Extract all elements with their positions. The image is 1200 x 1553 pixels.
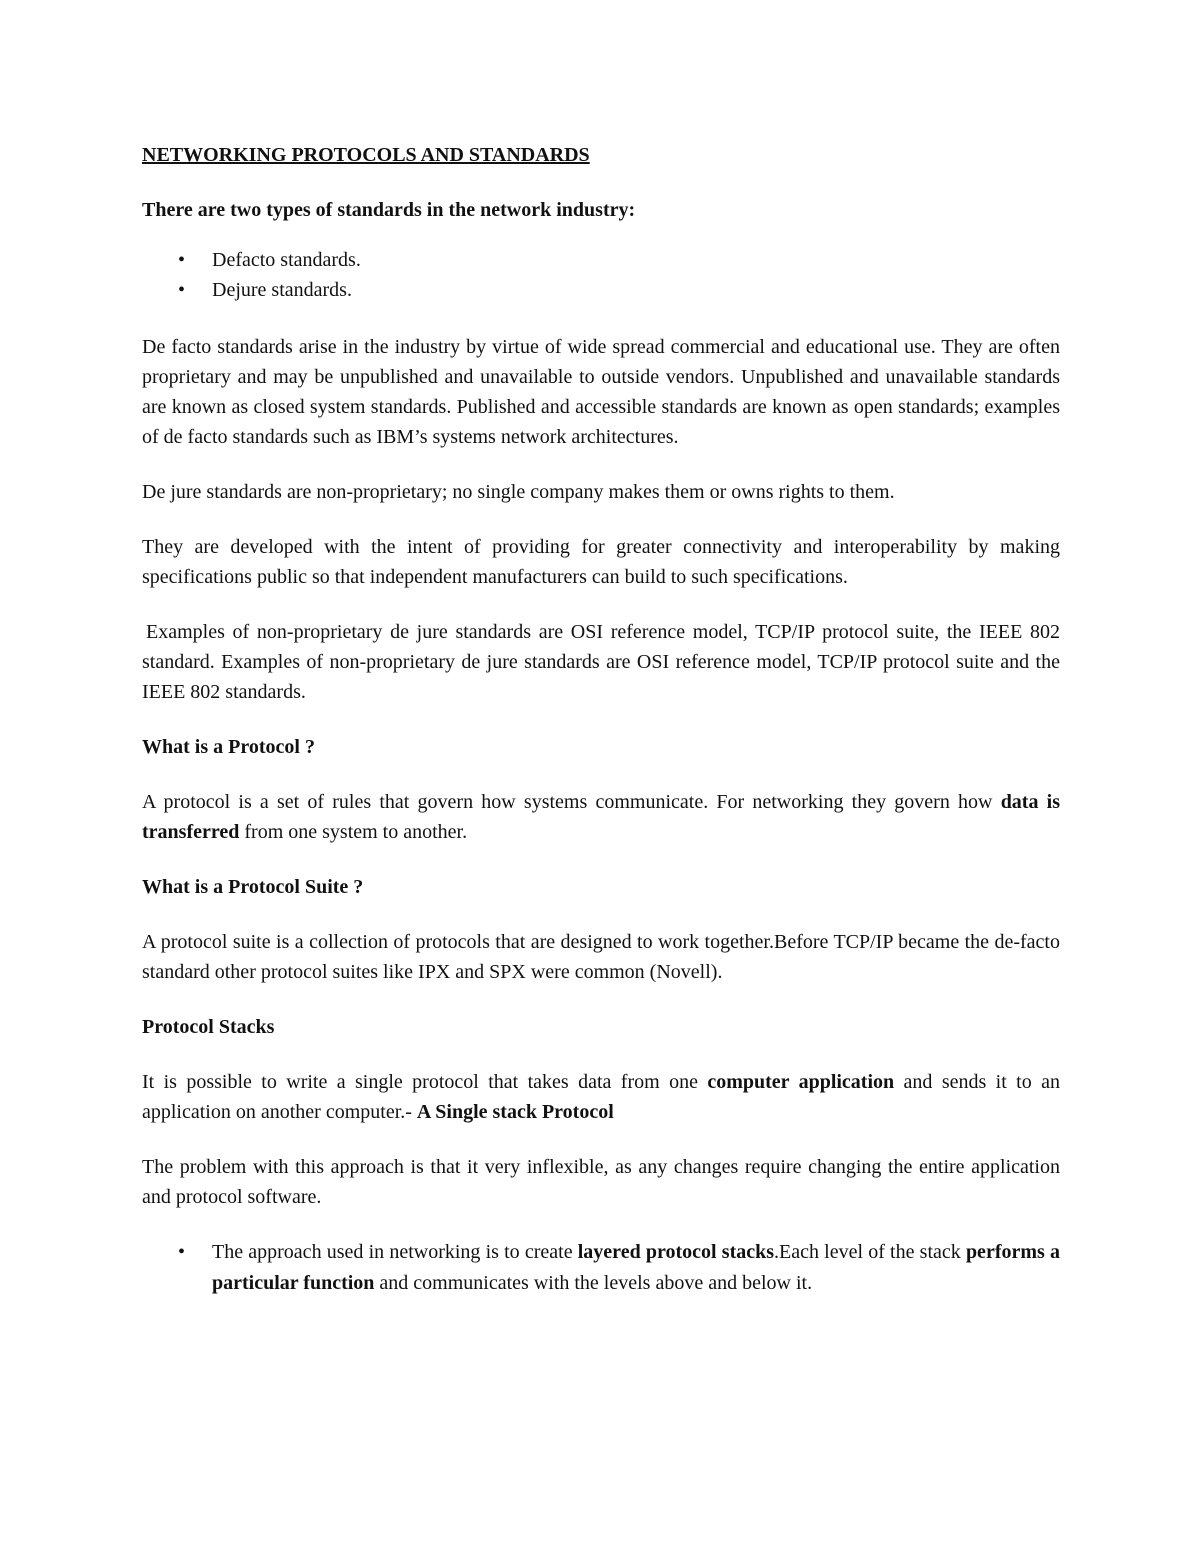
suite-paragraph: A protocol suite is a collection of protocols that are designed to work together.Before TCP/IP became the de-facto standard other protocol suites like IPX and SPX were common (Novell).	[142, 931, 1060, 983]
examples-paragraph: Examples of non-proprietary de jure standards are OSI reference model, TCP/IP protocol suite, the IEEE 802 standard. Examples of non-proprietary de jure standards are OSI reference model, TCP/IP protocol suite and the IEEE 802 standards.	[142, 621, 1060, 703]
protocol-heading: What is a Protocol ?	[142, 736, 315, 758]
approach-text-3: and communicates with the levels above and below it.	[374, 1272, 813, 1294]
stacks-text-1: It is possible to write a single protocol that takes data from one	[142, 1071, 708, 1093]
suite-heading: What is a Protocol Suite ?	[142, 876, 364, 898]
document-title: NETWORKING PROTOCOLS AND STANDARDS	[142, 144, 590, 166]
protocol-text-1: A protocol is a set of rules that govern how systems communicate. For networking they govern how	[142, 791, 1001, 813]
standard-types-list	[142, 245, 1060, 305]
standards-intro: There are two types of standards in the network industry:	[142, 199, 636, 221]
protocol-bold-text: data is transferred	[142, 791, 1061, 843]
protocol-paragraph	[142, 787, 1060, 847]
approach-text-1: The approach used in networking is to create	[212, 1241, 578, 1263]
stacks-text-2: and sends it to an application on another computer.-	[142, 1071, 1060, 1123]
approach-list	[142, 1237, 1060, 1299]
stacks-paragraph	[142, 1067, 1060, 1127]
document-body	[142, 140, 1060, 1324]
stacks-heading: Protocol Stacks	[142, 1016, 275, 1038]
dejure-paragraph: De jure standards are non-proprietary; no single company makes them or owns rights to them.	[142, 481, 895, 503]
approach-text-2: .Each level of the stack	[774, 1241, 966, 1263]
problem-paragraph: The problem with this approach is that it very inflexible, as any changes require changing the entire application and protocol software.	[142, 1156, 1060, 1208]
stacks-bold-text-2: A Single stack Protocol	[416, 1101, 614, 1123]
list-item: • Dejure standards.	[212, 275, 1060, 305]
protocol-text-2: from one system to another.	[239, 821, 468, 843]
stacks-bold-text-1: computer application	[707, 1071, 895, 1093]
defacto-paragraph: De facto standards arise in the industry by virtue of wide spread commercial and educational use. They are often proprietary and may be unpublished and unavailable to outside vendors. Unpublished and unavailable standards are known as closed system standards. Published and accessible standards are known as open standards; examples of de facto standards such as IBM’s systems network architectures.	[142, 336, 1060, 448]
list-item	[212, 1237, 1060, 1299]
list-item: • Defacto standards.	[212, 245, 1060, 275]
approach-bold-text-2: performs a particular function	[212, 1241, 1060, 1294]
approach-bold-text-1: layered protocol stacks	[577, 1241, 775, 1263]
developed-paragraph: They are developed with the intent of providing for greater connectivity and interoperability by making specifications public so that independent manufacturers can build to such specifications.	[142, 536, 1060, 588]
